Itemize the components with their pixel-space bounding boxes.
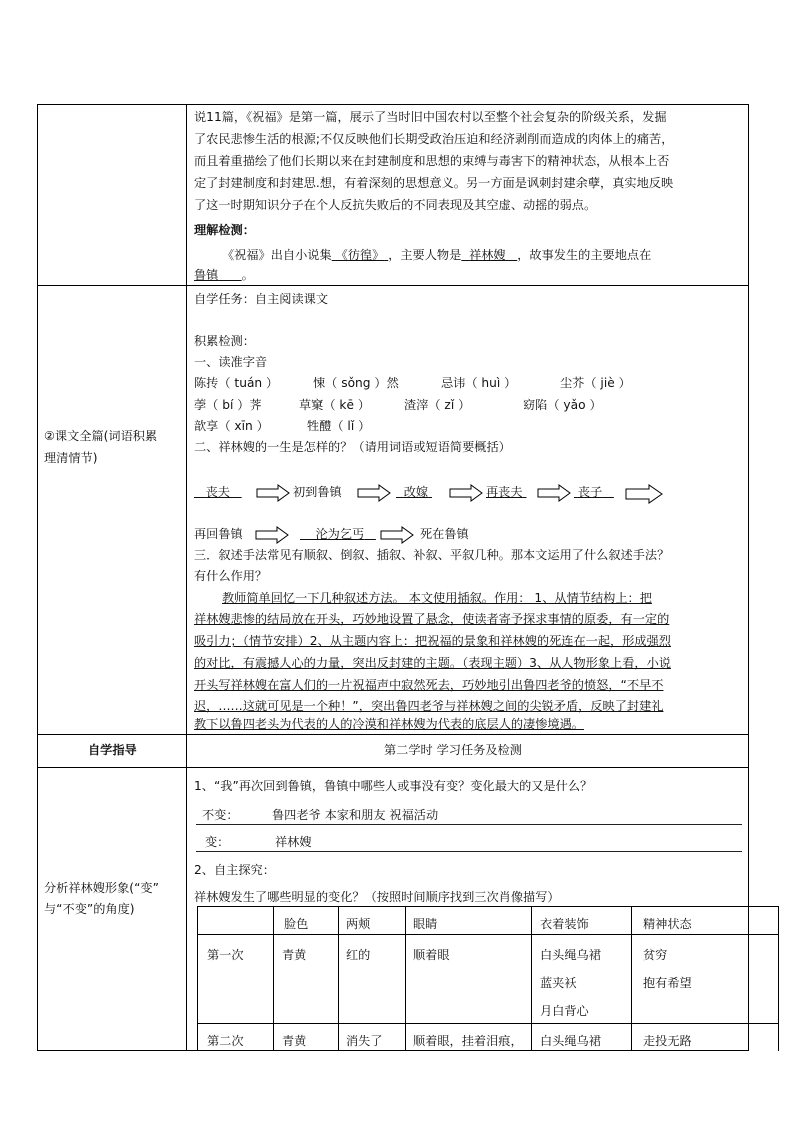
row2-cheek: 消失了 <box>346 1034 383 1048</box>
inner-table-border <box>273 906 274 1051</box>
unchanged-value: 鲁四老爷 本家和朋友 祝福活动 <box>272 808 439 822</box>
row1-clothes-3: 月白背心 <box>540 1004 589 1018</box>
fill2-answer: 鲁镇 <box>194 268 219 282</box>
flow-arrow-icon <box>256 484 290 502</box>
intro-line-5: 了这一时期知识分子在个人反抗失败后的不同表现及其空虚、动摇的弱点。 <box>194 198 597 212</box>
answer-line-6: 迟，……这就可见是一个种！”，突出鲁四老爷与祥林嫂之间的尖锐矛盾，反映了封建礼 <box>194 699 664 713</box>
header-clothes: 衣着装饰 <box>540 917 589 931</box>
flow1-step-1: 丧夫 <box>205 485 230 499</box>
flow1-step-5: 丧子 <box>577 485 603 499</box>
table-right-border <box>748 104 749 1051</box>
table-bottom-border <box>37 1050 748 1051</box>
inner-table-border <box>531 906 532 1051</box>
section-3-line-1: 三．叙述手法常见有顺叙、倒叙、插叙、补叙、平叙几种。那本文运用了什么叙述手法？ <box>194 548 670 562</box>
row2-eyes: 顺着眼，挂着泪痕， <box>413 1034 523 1048</box>
flow-arrow-icon <box>380 526 414 544</box>
changed-value: 祥林嫂 <box>275 835 312 849</box>
pron-1-2: 悚（ sǒng ）然 <box>313 376 399 390</box>
answer-line-3: 吸引力；（情节安排）2、从主题内容上：把祝福的景象和祥林嫂的死连在一起，形成强烈 <box>194 634 671 648</box>
flow1-step-4: 再丧夫 <box>486 485 523 499</box>
flow1-step-3: 改嫁 <box>403 485 429 499</box>
fill1-answer2: 祥林嫂 <box>469 248 506 262</box>
row4-left-label-2: 与“不变”的角度) <box>44 902 135 916</box>
flow2-step-1: 再回鲁镇 <box>194 527 243 541</box>
pron-3-2: 牲醴（ lǐ ） <box>307 419 371 433</box>
flow-arrow-icon <box>625 484 663 504</box>
accumulation-check: 积累检测： <box>194 334 255 348</box>
section-3-line-2: 有什么作用？ <box>194 569 268 583</box>
row1-spirit-1: 贫穷 <box>643 948 668 962</box>
intro-line-4: 定了封建制度和封建思.想，有着深刻的思想意义。另一方面是讽刺封建余孽，真实地反映 <box>194 176 674 190</box>
check-title: 理解检测： <box>194 223 255 237</box>
question-2-sub: 祥林嫂发生了哪些明显的变化？（按照时间顺序找到三次肖像描写） <box>194 890 560 904</box>
header-spirit: 精神状态 <box>643 917 692 931</box>
section-2-title: 二、祥林嫂的一生是怎样的？（请用词语或短语简要概括） <box>194 440 511 454</box>
flow-arrow-icon <box>537 484 571 502</box>
row2-clothes-1: 白头绳乌裙 <box>540 1034 601 1048</box>
question-2: 2、自主探究： <box>194 863 275 877</box>
inner-table-border <box>631 906 632 1051</box>
row1-spirit-2: 抱有希望 <box>643 976 692 990</box>
pron-2-2: 草窠（ kē ） <box>299 398 371 412</box>
header-face: 脸色 <box>284 917 309 931</box>
flow-arrow-icon <box>357 484 391 502</box>
row1-bottom-border <box>37 285 748 286</box>
section-1-title: 一、读准字音 <box>194 355 268 369</box>
intro-line-3: 而且着重描绘了他们长期以来在封建制度和思想的束缚与毒害下的精神状态，从根本上否 <box>194 154 670 168</box>
row1-eyes: 顺着眼 <box>413 948 450 962</box>
second-period-title: 第二学时 学习任务及检测 <box>384 743 522 757</box>
changed-underline <box>196 851 742 852</box>
table-top-border <box>37 104 748 105</box>
flow-arrow-icon <box>255 526 289 544</box>
fill1-answer: 《彷徨》 <box>335 248 385 262</box>
fill1-mid: ，主要人物是 <box>388 248 462 262</box>
header-cheek: 两颊 <box>346 917 371 931</box>
header-eyes: 眼睛 <box>413 917 438 931</box>
answer-line-4: 的对比，有震撼人心的力量，突出反封建的主题。（表现主题）3、从人物形象上看，小说 <box>194 656 671 670</box>
row1-time: 第一次 <box>207 948 244 962</box>
row3-bottom-border <box>37 767 748 768</box>
table-mid-border <box>186 104 187 1051</box>
row2-time: 第二次 <box>207 1034 244 1048</box>
answer-line-2: 祥林嫂悲惨的结局放在开头，巧妙地设置了悬念，使读者寄予探求事情的原委，有一定的 <box>194 612 670 626</box>
inner-table-border <box>197 906 779 907</box>
unchanged-label: 不变： <box>202 808 239 822</box>
pron-2-1: 荸（ bí ）荠 <box>194 398 262 412</box>
row1-clothes-1: 白头绳乌裙 <box>540 948 601 962</box>
inner-table-border <box>197 1023 779 1024</box>
pron-1-1: 陈抟（ tuán ） <box>194 376 279 390</box>
pron-1-3: 忌讳（ huì ） <box>441 376 517 390</box>
row2-face: 青黄 <box>282 1034 307 1048</box>
row1-cheek: 红的 <box>346 948 371 962</box>
intro-line-1: 说11篇，《祝福》是第一篇，展示了当时旧中国农村以至整个社会复杂的阶级关系，发掘 <box>194 110 667 124</box>
flow1-step-2: 初到鲁镇 <box>293 485 342 499</box>
flow2-step-3: 死在鲁镇 <box>420 527 469 541</box>
answer-line-7: 教下以鲁四老头为代表的人的冷漠和祥林嫂为代表的底层人的凄惨境遇。 <box>194 717 584 731</box>
question-1: 1、“我”再次回到鲁镇，鲁镇中哪些人或事没有变？变化最大的又是什么？ <box>194 779 593 793</box>
table-left-border <box>37 104 38 1051</box>
fill1-pre: 《祝福》出自小说集 <box>222 248 332 262</box>
pron-2-3: 渣滓（ zǐ ） <box>404 398 471 412</box>
pron-1-4: 尘芥（ jiè ） <box>560 376 631 390</box>
unchanged-underline <box>196 824 742 825</box>
answer-line-1: 教师简单回忆一下几种叙述方法。 本文使用插叙。作用： 1、从情节结构上：把 <box>222 591 652 605</box>
row2-left-label-1: ②课文全篇(词语积累 <box>44 429 158 443</box>
row1-clothes-2: 蓝夹袄 <box>540 976 577 990</box>
inner-table-border <box>778 906 779 1051</box>
pron-3-1: 歆享（ xīn ） <box>194 419 269 433</box>
answer-line-5: 开头写祥林嫂在富人们的一片祝福声中寂然死去，巧妙地引出鲁四老爷的愤怒，“不早不 <box>194 678 664 692</box>
self-study-task: 自学任务：自主阅读课文 <box>194 292 329 306</box>
fill-line-1 <box>222 244 651 266</box>
inner-table-border <box>197 906 198 1051</box>
flow2-step-2: 沦为乞丐 <box>315 527 365 541</box>
row2-left-label-2: 理清情节) <box>44 451 98 465</box>
row1-face: 青黄 <box>282 948 307 962</box>
inner-table-border <box>338 906 339 1051</box>
fill2-post: 。 <box>241 268 254 282</box>
fill1-post: ，故事发生的主要地点在 <box>517 248 652 262</box>
self-study-guide-label: 自学指导 <box>88 743 137 757</box>
inner-table-border <box>405 906 406 1051</box>
changed-label: 变： <box>205 835 230 849</box>
flow-arrow-icon <box>449 484 483 502</box>
pron-2-4: 窈陷（ yǎo ） <box>523 398 602 412</box>
fill-line-2 <box>194 264 254 286</box>
row4-left-label-1: 分析祥林嫂形象(“变” <box>44 881 159 895</box>
intro-line-2: 了农民悲惨生活的根源;不仅反映他们长期受政治压迫和经济剥削而造成的肉体上的痛苦， <box>194 132 674 146</box>
row2-spirit-1: 走投无路 <box>643 1034 692 1048</box>
